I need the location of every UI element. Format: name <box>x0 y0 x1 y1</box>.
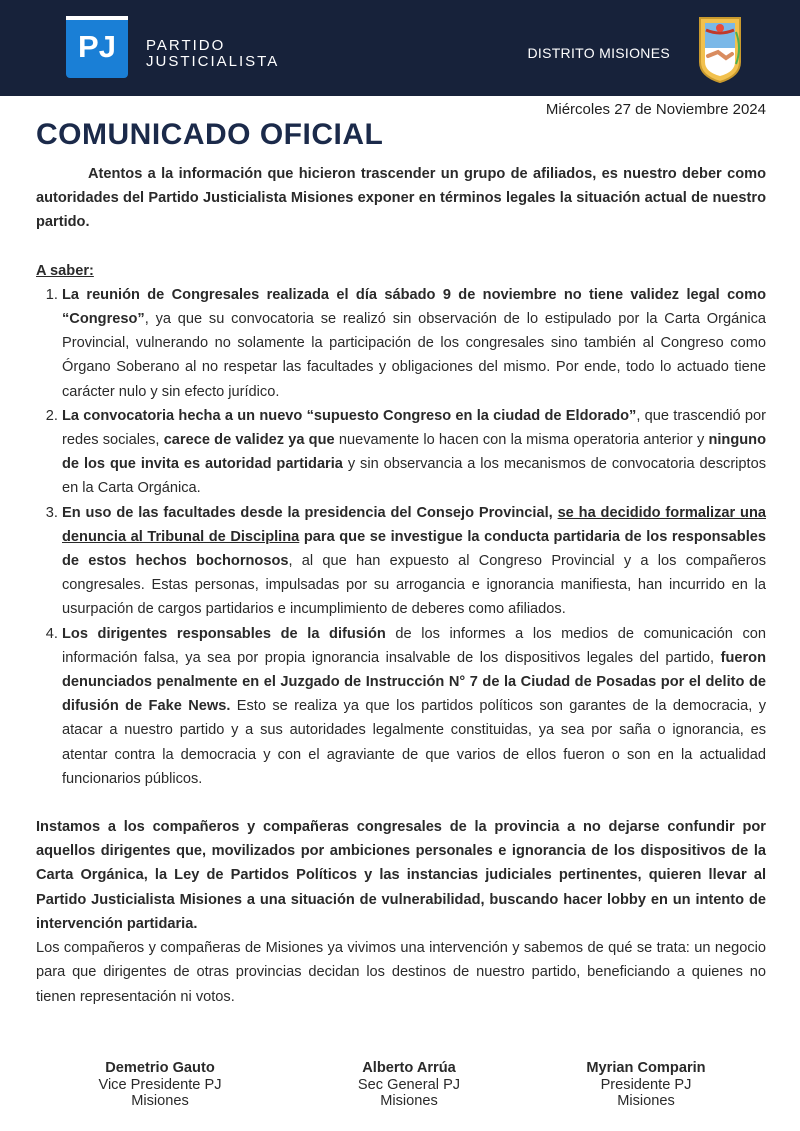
saber-heading: A saber: <box>36 262 94 279</box>
list-item <box>62 404 766 501</box>
item-bold-text: La reunión de Congresales realizada el día sábado 9 de noviembre no tiene validez legal como “Congreso” <box>62 286 766 328</box>
item-bold-text: La convocatoria hecha a un nuevo “supuesto Congreso en la ciudad de Eldorado” <box>62 407 637 424</box>
list-item <box>62 501 766 622</box>
header-band <box>0 0 800 96</box>
signer-name: Myrian Comparin <box>586 1060 706 1076</box>
item-bold-text: carece de validez ya que <box>163 432 335 449</box>
signature-block <box>546 1060 746 1109</box>
item-text: de los informes a los medios de comunicación con información falsa, ya sea por propia ignorancia insalvable de los dispositivos legales del partido, <box>62 625 766 666</box>
document-title: COMUNICADO OFICIAL <box>36 118 384 151</box>
signature-block <box>309 1060 509 1109</box>
closing-bold-paragraph: Instamos a los compañeros y compañeras congresales de la provincia a no dejarse confundir por aquellos dirigentes que, movilizados por ambiciones personales e ignorancia de los dispositivos de la Carta Orgánica, la Ley de Partidos Políticos y las instancias judiciales pertinentes, quieren llevar al Partido Justicialista Misiones a una situación de vulnerabilidad, buscando hacer lobby en un intento de intervención partidaria. <box>36 819 766 932</box>
party-name-line2: JUSTICIALISTA <box>146 53 280 70</box>
item-bold-text: para que se investigue la conducta partidaria de los responsables de estos hechos bochornosos <box>62 528 766 570</box>
party-name <box>146 38 279 70</box>
signer-place: Misiones <box>380 1093 438 1109</box>
item-text: Esto se realiza ya que los partidos políticos son garantes de la democracia, y atacar a nuestro partido y a sus autoridades legalmente constituidas, ya sea por saña o ignorancia, es atentar contra la democracia y con el agraviante de que varios de ellos fueron o son en la actualidad funcionarios públicos. <box>62 698 766 787</box>
list-item <box>62 283 766 404</box>
item-bold-text: Los dirigentes responsables de la difusión <box>62 625 386 642</box>
signature-block <box>60 1060 260 1109</box>
logo-top-bar <box>66 16 128 20</box>
points-list <box>36 283 766 791</box>
closing-paragraph: Los compañeros y compañeras de Misiones ya vivimos una intervención y sabemos de qué se trata: un negocio para que dirigentes de otras provincias decidan los destinos de nuestro partido, beneficiando a quienes no tienen representación ni votos. <box>36 940 766 1005</box>
item-text: nuevamente lo hacen con la misma operatoria anterior y <box>334 432 709 449</box>
signer-role: Sec General PJ <box>357 1077 461 1093</box>
item-text: , que trascendió por redes sociales, <box>62 407 766 449</box>
item-bold-text: En uso de las facultades desde la presidencia del Consejo Provincial, <box>62 504 558 521</box>
signer-place: Misiones <box>617 1093 675 1109</box>
signer-place: Misiones <box>131 1093 189 1109</box>
logo-text: PJ <box>78 29 116 64</box>
party-name-line1: PARTIDO <box>146 37 226 54</box>
pj-logo <box>66 16 128 78</box>
item-text: , ya que su convocatoria se realizó sin observación de lo estipulado por la Carta Orgánica Provincial, vulnerando no solamente la participación de los congresales sino también al Congreso como Órgano Soberano al no respetar las facultades y obligaciones del mismo. Por ende, todo lo actuado tiene carácter nulo y sin efecto jurídico. <box>62 311 766 400</box>
item-text: , al que han expuesto al Congreso Provincial y a los compañeros congresales. Estas personas, impulsadas por su arrogancia e ignorancia manifiesta, han incurrido en la usurpación de cargos partidarios e incumplimiento de deberes como afiliados. <box>62 553 767 618</box>
district-label: DISTRITO MISIONES <box>527 45 670 61</box>
document-body <box>36 162 766 1009</box>
signer-name: Demetrio Gauto <box>105 1060 215 1076</box>
item-text: y sin observancia a los mecanismos de convocatoria descriptos en la Carta Orgánica. <box>62 456 767 497</box>
signer-name: Alberto Arrúa <box>362 1060 456 1076</box>
intro-paragraph: Atentos a la información que hicieron trascender un grupo de afiliados, es nuestro deber como autoridades del Partido Justicialista Misiones exponer en términos legales la situación actual de nuestro partido. <box>36 166 766 231</box>
list-item <box>62 622 766 791</box>
item-bold-text: fueron denunciados penalmente en el Juzgado de Instrucción N° 7 de la Ciudad de Posadas por el delito de difusión de Fake News. <box>62 649 766 715</box>
signatures <box>0 1060 800 1120</box>
pj-shield-icon <box>696 12 744 84</box>
item-bold-text: ninguno de los que invita es autoridad partidaria <box>62 432 766 473</box>
signer-role: Presidente PJ <box>600 1077 692 1093</box>
item-underlined-text: se ha decidido formalizar una denuncia al Tribunal de Disciplina <box>62 504 766 545</box>
document-date: Miércoles 27 de Noviembre 2024 <box>545 101 766 118</box>
signer-role: Vice Presidente PJ <box>98 1077 222 1093</box>
